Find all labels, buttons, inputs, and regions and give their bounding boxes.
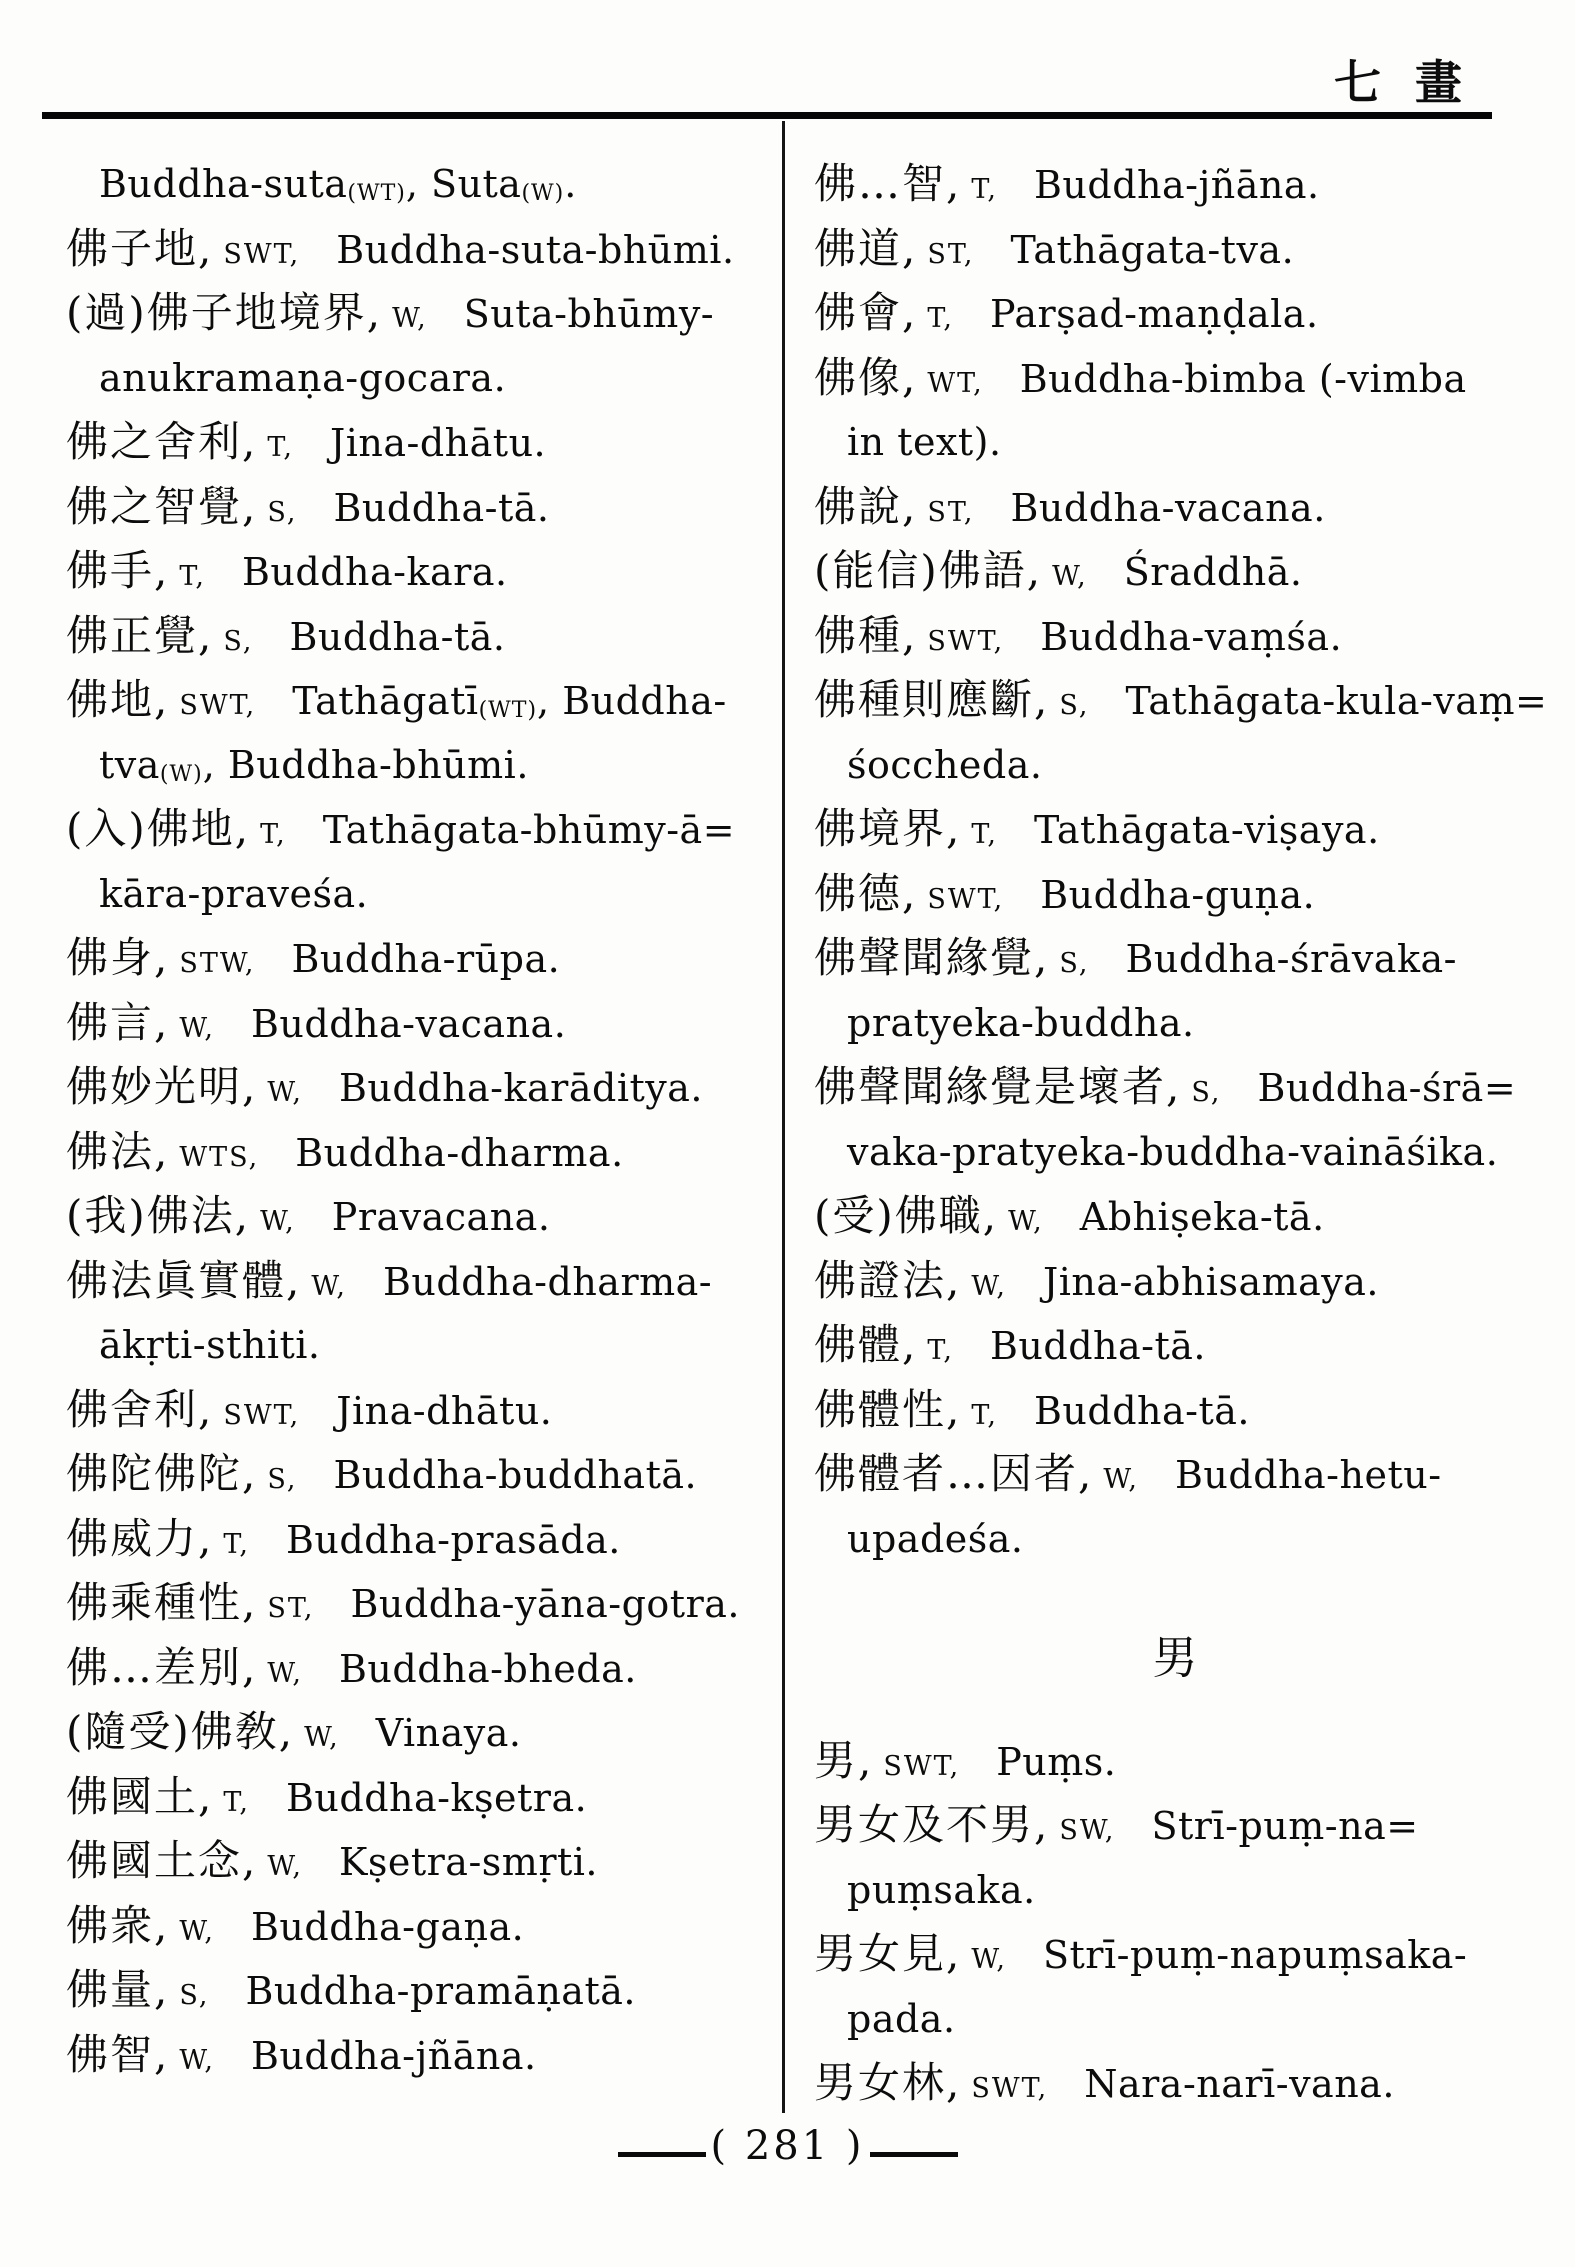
entry-line	[814, 539, 1538, 604]
headword-chinese: 佛乘種性,	[66, 1578, 258, 1627]
headword-chinese: (我)佛法,	[66, 1191, 251, 1240]
headword-chinese: (入)佛地,	[66, 804, 251, 853]
sanskrit-transliteration: Buddha-prasāda.	[285, 1517, 621, 1562]
source-code: W,	[179, 2044, 215, 2076]
entry-line	[66, 604, 774, 669]
source-code: W,	[179, 1012, 215, 1044]
source-code: W,	[392, 303, 428, 334]
source-tag-subscript: (W)	[521, 181, 565, 206]
sanskrit-transliteration: Parṣad-maṇḍala.	[989, 292, 1319, 336]
sanskrit-transliteration: Strī-puṃ-napuṃsaka-	[1042, 1933, 1468, 1977]
entry-line	[814, 1922, 1538, 1987]
entry-continuation-line	[66, 346, 774, 411]
source-tag-subscript: (W)	[159, 761, 203, 787]
sanskrit-transliteration: Buddha-hetu-	[1174, 1453, 1442, 1497]
headword-chinese: (隨受)佛敎,	[66, 1707, 295, 1756]
headword-chinese: 佛陀佛陀,	[66, 1449, 258, 1498]
headword-chinese: 佛智,	[66, 2029, 170, 2079]
sanskrit-transliteration: Buddha-gaṇa.	[250, 1904, 525, 1949]
section-heading	[814, 1626, 1538, 1691]
sanskrit-transliteration: in text).	[847, 420, 1002, 464]
column-divider	[782, 121, 785, 2113]
sanskrit-transliteration: Buddha-tā.	[333, 485, 550, 530]
sanskrit-transliteration: Buddha-suta-bhūmi.	[336, 227, 735, 272]
sanskrit-transliteration: Buddha-rūpa.	[291, 937, 561, 981]
entry-line	[66, 217, 774, 282]
source-code: W,	[1103, 1464, 1139, 1495]
sanskrit-transliteration: Tathāgata-bhūmy-ā=	[322, 808, 736, 852]
sanskrit-transliteration: Buddha-bimba (-vimba	[1019, 356, 1467, 401]
source-code: S,	[1059, 948, 1090, 979]
source-code: W,	[179, 1915, 215, 1947]
sanskrit-transliteration: , Buddha-bhūmi.	[202, 742, 529, 787]
source-code: W,	[1008, 1206, 1044, 1237]
headword-chinese: 佛法眞實體,	[66, 1255, 302, 1305]
entry-line	[814, 862, 1538, 927]
headword-chinese: 佛聲聞緣覺,	[814, 933, 1050, 982]
source-code: ST,	[927, 496, 975, 528]
source-code: SWT,	[223, 1399, 301, 1431]
headword-chinese: 佛之智覺,	[66, 481, 258, 531]
source-code: T,	[179, 561, 206, 592]
source-code: S,	[223, 625, 254, 657]
source-tag-subscript: (WT)	[347, 181, 406, 206]
entry-line	[66, 797, 774, 862]
footer-rule-right	[870, 2152, 958, 2157]
sanskrit-transliteration: Jina-abhisamaya.	[1042, 1259, 1379, 1304]
source-code: T,	[927, 303, 954, 334]
headword-chinese: 佛舍利,	[66, 1384, 214, 1434]
sanskrit-transliteration: Buddha-vacana.	[1010, 485, 1326, 530]
source-code: SWT,	[179, 690, 257, 721]
sanskrit-transliteration: Buddha-pramāṇatā.	[245, 1969, 636, 2013]
source-code: W,	[267, 1657, 303, 1689]
entry-line	[66, 926, 774, 991]
headword-chinese: 男女林,	[814, 2058, 962, 2107]
sanskrit-transliteration: ākṛti-sthiti.	[99, 1323, 321, 1367]
entry-line	[66, 2023, 774, 2088]
page-header-stroke-count: 七畫	[1334, 56, 1496, 111]
entry-line	[814, 152, 1538, 217]
headword-chinese: 佛境界,	[814, 804, 962, 853]
headword-chinese: 佛體者…因者,	[814, 1449, 1094, 1498]
source-code: T,	[971, 174, 998, 205]
headword-chinese: 佛種,	[814, 610, 918, 660]
sanskrit-transliteration: vaka-pratyeka-buddha-vaināśika.	[847, 1129, 1499, 1174]
source-code: STW,	[179, 948, 256, 979]
sanskrit-transliteration: Buddha-yāna-gotra.	[350, 1582, 740, 1626]
entry-continuation-line	[66, 152, 774, 217]
headword-chinese: 佛會,	[814, 288, 918, 337]
headword-chinese: 佛說,	[814, 481, 918, 531]
sanskrit-transliteration: tva	[99, 742, 160, 787]
source-code: T,	[223, 1528, 250, 1560]
sanskrit-transliteration: Buddha-kṣetra.	[285, 1775, 588, 1820]
entry-line	[814, 1793, 1538, 1858]
sanskrit-transliteration: Pravacana.	[331, 1195, 551, 1239]
entry-line	[814, 926, 1538, 991]
sanskrit-transliteration: Jina-dhātu.	[336, 1388, 553, 1433]
sanskrit-transliteration: Buddha-kara.	[241, 550, 508, 594]
headword-chinese: 佛正覺,	[66, 610, 214, 660]
sanskrit-transliteration: Buddha-suta	[99, 162, 348, 206]
entry-line	[814, 281, 1538, 346]
entry-line	[66, 1378, 774, 1443]
entry-line	[66, 1571, 774, 1636]
headword-chinese: 男,	[814, 1735, 874, 1785]
entry-line	[66, 1442, 774, 1507]
sanskrit-transliteration: Buddha-dharma.	[295, 1130, 624, 1175]
entry-line	[66, 1700, 774, 1765]
source-code: T,	[223, 1786, 250, 1818]
entry-continuation-line	[814, 1507, 1538, 1572]
entry-line	[66, 1507, 774, 1572]
headword-chinese: 佛道,	[814, 223, 918, 273]
source-code: WTS,	[179, 1141, 260, 1173]
entry-line	[66, 1829, 774, 1894]
sanskrit-transliteration: Buddha-vacana.	[250, 1001, 567, 1046]
headword-chinese: 佛之舍利,	[66, 417, 258, 466]
entry-line	[814, 604, 1538, 669]
entry-line	[814, 1378, 1538, 1443]
headword-chinese: 佛身,	[66, 933, 170, 982]
sanskrit-transliteration: Buddha-tā.	[989, 1324, 1207, 1368]
headword-chinese: 佛德,	[814, 868, 918, 918]
entry-line	[814, 217, 1538, 282]
source-code: W,	[971, 1944, 1007, 1975]
source-code: S,	[1191, 1077, 1222, 1108]
entry-line	[66, 475, 774, 540]
headword-chinese: 佛聲聞緣覺是壞者,	[814, 1062, 1182, 1111]
sanskrit-transliteration: .	[564, 162, 577, 206]
source-code: W,	[971, 1270, 1007, 1302]
entry-line	[66, 281, 774, 346]
sanskrit-transliteration: anukramaṇa-gocara.	[99, 355, 507, 400]
left-column	[66, 152, 774, 2087]
source-code: T,	[260, 819, 287, 850]
sanskrit-transliteration: Śraddhā.	[1123, 550, 1303, 594]
sanskrit-transliteration: Strī-puṃ-na=	[1151, 1804, 1419, 1848]
source-code: ST,	[927, 238, 975, 270]
entry-line	[66, 410, 774, 475]
footer-rule-left	[618, 2152, 706, 2157]
headword-chinese: 佛證法,	[814, 1255, 962, 1305]
entry-continuation-line	[814, 1987, 1538, 2052]
headword-chinese: (受)佛職,	[814, 1191, 999, 1240]
source-code: SW,	[1059, 1815, 1116, 1846]
headword-chinese: 佛國土念,	[66, 1836, 258, 1885]
headword-chinese: 佛體,	[814, 1320, 918, 1369]
entry-continuation-line	[814, 410, 1538, 475]
sanskrit-transliteration: Tathāgata-tva.	[1010, 227, 1295, 272]
entry-line	[814, 1313, 1538, 1378]
source-code: SWT,	[927, 883, 1005, 915]
headword-chinese: 佛體性,	[814, 1384, 962, 1434]
entry-line	[814, 1249, 1538, 1314]
sanskrit-transliteration: upadeśa.	[847, 1516, 1024, 1561]
entry-line	[66, 668, 774, 733]
sanskrit-transliteration: Buddha-bheda.	[338, 1646, 637, 1691]
sanskrit-transliteration: Buddha-karāditya.	[338, 1066, 703, 1110]
source-code: S,	[1059, 690, 1090, 721]
sanskrit-transliteration: Tathāgata-kula-vaṃ=	[1125, 679, 1548, 723]
section-heading-character: 男	[1152, 1631, 1200, 1684]
source-code: S,	[179, 1980, 210, 2011]
entry-line	[814, 1055, 1538, 1120]
entry-line	[66, 1120, 774, 1185]
headword-chinese: 佛衆,	[66, 1900, 170, 1950]
source-code: SWT,	[971, 2073, 1049, 2104]
headword-chinese: 男女及不男,	[814, 1800, 1050, 1849]
entry-line	[66, 1249, 774, 1314]
entry-line	[66, 1055, 774, 1120]
entry-continuation-line	[814, 1120, 1538, 1185]
source-code: T,	[971, 819, 998, 850]
entry-line	[66, 1958, 774, 2023]
entry-continuation-line	[814, 991, 1538, 1056]
source-code: S,	[267, 496, 298, 528]
headword-chinese: (過)佛子地境界,	[66, 288, 383, 337]
source-code: T,	[971, 1399, 998, 1431]
entry-continuation-line	[814, 1858, 1538, 1923]
sanskrit-transliteration: Abhiṣeka-tā.	[1079, 1195, 1325, 1239]
headword-chinese: 佛言,	[66, 997, 170, 1047]
entry-continuation-line	[814, 733, 1538, 798]
sanskrit-transliteration: Puṃs.	[996, 1739, 1117, 1784]
source-code: T,	[267, 432, 294, 463]
sanskrit-transliteration: , Suta	[405, 162, 522, 206]
page-number: ( 281 )	[710, 2123, 865, 2169]
headword-chinese: (能信)佛語,	[814, 546, 1043, 595]
headword-chinese: 男女見,	[814, 1929, 962, 1978]
headword-chinese: 佛像,	[814, 352, 918, 402]
headword-chinese: 佛地,	[66, 675, 170, 724]
entry-line	[814, 2051, 1538, 2116]
sanskrit-transliteration: Tathāgatī	[292, 679, 479, 723]
entry-line	[66, 1765, 774, 1830]
sanskrit-transliteration: Buddha-jñāna.	[250, 2033, 537, 2078]
entry-line	[814, 1442, 1538, 1507]
source-code: WT,	[927, 367, 984, 399]
headword-chinese: 佛威力,	[66, 1513, 214, 1563]
sanskrit-transliteration: Buddha-vaṃśa.	[1040, 614, 1343, 659]
source-tag-subscript: (WT)	[478, 698, 538, 723]
source-code: S,	[267, 1464, 298, 1495]
sanskrit-transliteration: Tathāgata-viṣaya.	[1033, 808, 1380, 852]
sanskrit-transliteration: Jina-dhātu.	[329, 421, 547, 465]
source-code: W,	[1052, 561, 1088, 592]
source-code: W,	[267, 1851, 303, 1882]
source-code: ST,	[267, 1593, 315, 1624]
sanskrit-transliteration: Nara-narī-vana.	[1084, 2062, 1395, 2106]
sanskrit-transliteration: pada.	[847, 1996, 956, 2041]
headword-chinese: 佛法,	[66, 1126, 170, 1176]
entry-line	[66, 991, 774, 1056]
entry-continuation-line	[66, 733, 774, 798]
entry-line	[66, 1636, 774, 1701]
entry-continuation-line	[66, 1313, 774, 1378]
headword-chinese: 佛…智,	[814, 159, 962, 208]
page-footer	[0, 2116, 1575, 2176]
sanskrit-transliteration: Suta-bhūmy-	[463, 292, 715, 336]
headword-chinese: 佛子地,	[66, 223, 214, 273]
entry-line	[814, 668, 1548, 733]
entry-line	[814, 475, 1538, 540]
sanskrit-transliteration: Buddha-buddhatā.	[333, 1453, 698, 1497]
sanskrit-transliteration: Buddha-guṇa.	[1040, 872, 1316, 917]
source-code: SWT,	[927, 625, 1005, 657]
sanskrit-transliteration: Vinaya.	[375, 1711, 522, 1755]
source-code: W,	[260, 1206, 296, 1237]
entry-line	[66, 539, 774, 604]
headword-chinese: 佛…差別,	[66, 1642, 258, 1692]
right-column	[814, 152, 1548, 2116]
sanskrit-transliteration: Buddha-tā.	[289, 614, 506, 659]
source-code: W,	[311, 1270, 347, 1302]
sanskrit-transliteration: puṃsaka.	[847, 1867, 1036, 1912]
entry-line	[66, 1894, 774, 1959]
header-rule	[42, 112, 1492, 119]
headword-chinese: 佛量,	[66, 1965, 170, 2014]
entry-line	[814, 1729, 1538, 1794]
headword-chinese: 佛種則應斷,	[814, 675, 1050, 724]
headword-chinese: 佛手,	[66, 546, 170, 595]
headword-chinese: 佛國土,	[66, 1771, 214, 1821]
sanskrit-transliteration: pratyeka-buddha.	[847, 1000, 1195, 1045]
source-code: W,	[267, 1077, 303, 1108]
entry-line	[814, 1184, 1538, 1249]
sanskrit-transliteration: kāra-praveśa.	[99, 871, 369, 916]
sanskrit-transliteration: Buddha-tā.	[1033, 1388, 1251, 1433]
sanskrit-transliteration: Kṣetra-smṛti.	[338, 1840, 598, 1884]
sanskrit-transliteration: Buddha-śrāvaka-	[1125, 937, 1457, 981]
entry-line	[814, 346, 1538, 411]
sanskrit-transliteration: Buddha-dharma-	[382, 1259, 713, 1304]
source-code: T,	[927, 1335, 954, 1366]
entry-line	[66, 1184, 774, 1249]
headword-chinese: 佛妙光明,	[66, 1062, 258, 1111]
sanskrit-transliteration: śoccheda.	[847, 742, 1043, 787]
sanskrit-transliteration: , Buddha-	[537, 679, 727, 723]
entry-continuation-line	[66, 862, 774, 927]
entry-line	[814, 797, 1538, 862]
source-code: SWT,	[223, 238, 301, 270]
sanskrit-transliteration: Buddha-jñāna.	[1033, 163, 1320, 207]
source-code: W,	[304, 1722, 340, 1753]
source-code: SWT,	[883, 1750, 961, 1782]
sanskrit-transliteration: Buddha-śrā=	[1257, 1066, 1517, 1110]
